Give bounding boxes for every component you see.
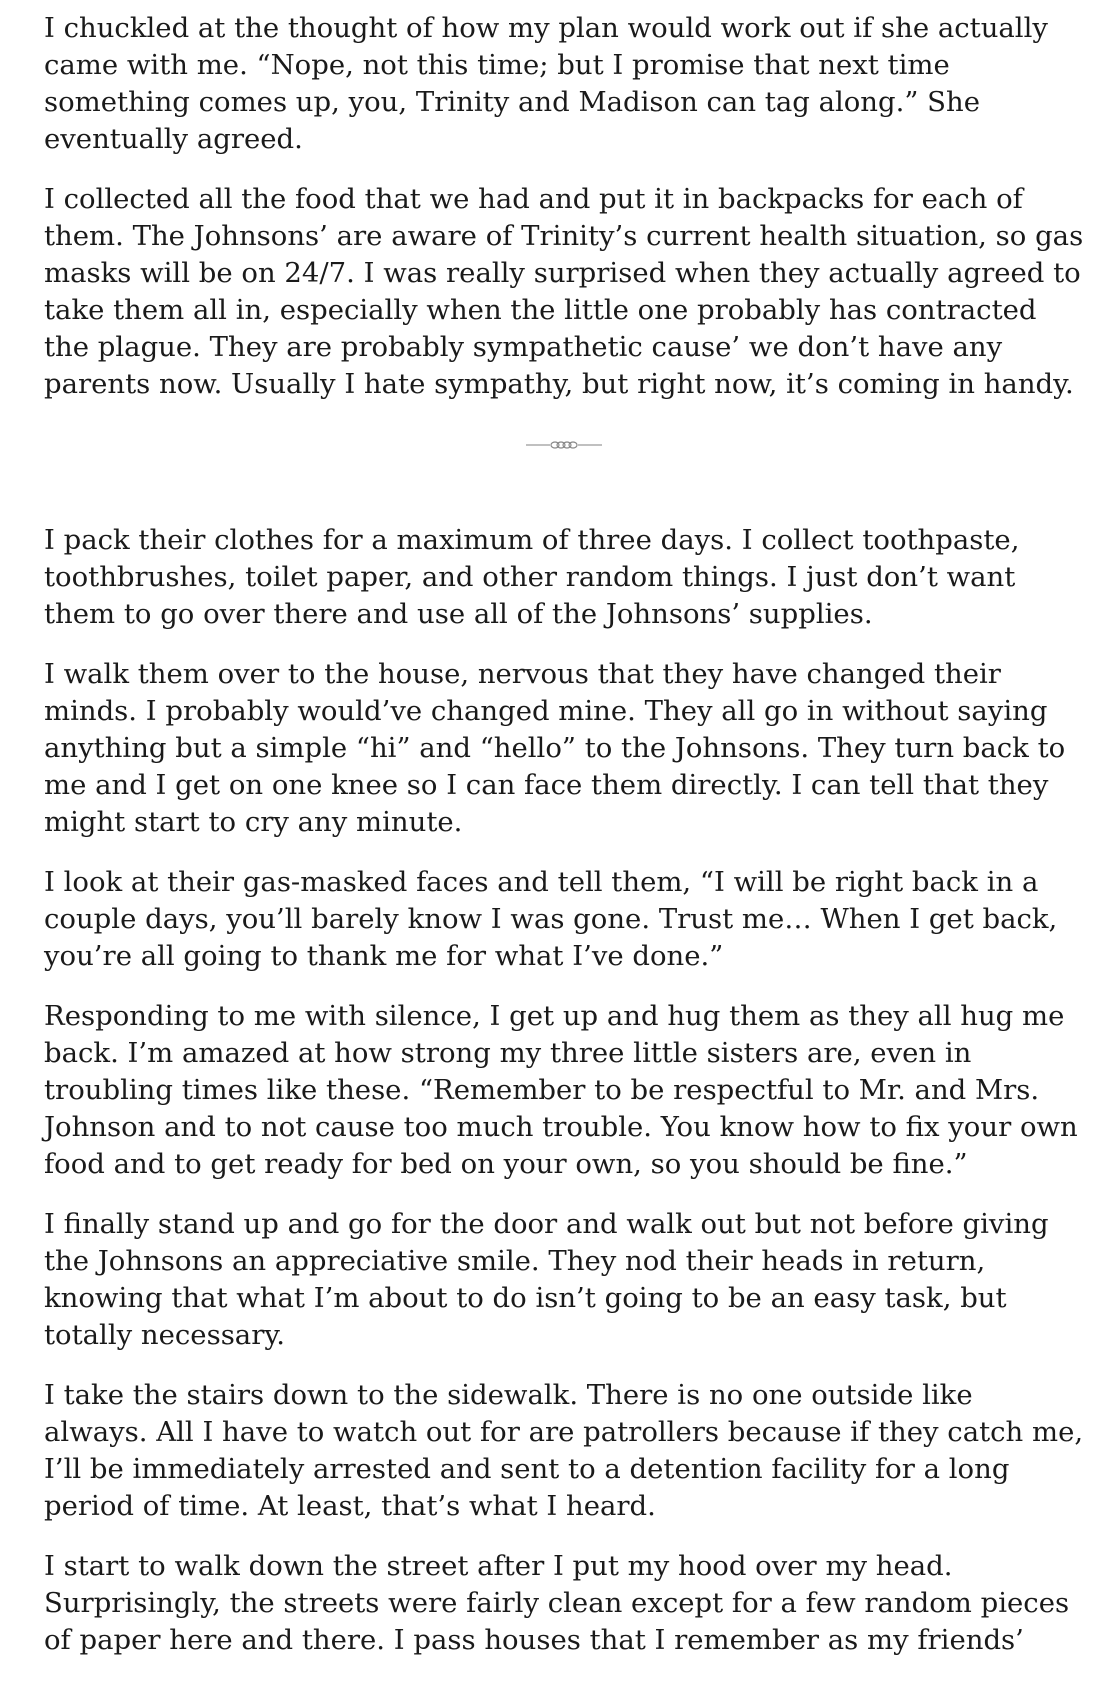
paragraph: I look at their gas-masked faces and tell them, “I will be right back in a couple days, you’ll barely know I was gone. Trust me… When I get back, you’re all going to thank me for what I’ve done.” (44, 866, 1058, 972)
ornamental-divider-icon (524, 439, 604, 451)
paragraph: I finally stand up and go for the door and walk out but not before giving the Johnsons an appreciative smile. They nod their heads in return, knowing that what I’m about to do isn’t going to be an easy task, but totally necessary. (44, 1208, 1049, 1351)
paragraph: I chuckled at the thought of how my plan would work out if she actually came with me. “Nope, not this time; but I promise that next time something comes up, you, Trinity and Madison can tag along.” She eventually agreed. (44, 12, 1048, 155)
paragraph: I pack their clothes for a maximum of three days. I collect toothpaste, toothbrushes, toilet paper, and other random things. I just don’t want them to go over there and use all of the Johnsons’ supplies. (44, 524, 1020, 630)
section-divider (44, 426, 1084, 463)
paragraph: Responding to me with silence, I get up and hug them as they all hug me back. I’m amazed at how strong my three little sisters are, even in troubling times like these. “Remember to be respectful to Mr. and Mrs. Johnson and to not cause too much trouble. You know how to fix your own food and to get ready for bed on your own, so you should be fine.” (44, 1000, 1078, 1180)
paragraph: I start to walk down the street after I put my hood over my head. Surprisingly, the streets were fairly clean except for a few random pieces of paper here and there. I pass houses that I remember as my friends’ (44, 1550, 1070, 1656)
paragraph: I walk them over to the house, nervous that they have changed their minds. I probably would’ve changed mine. They all go in without saying anything but a simple “hi” and “hello” to the Johnsons. They turn back to me and I get on one knee so I can face them directly. I can tell that they might start to cry any minute. (44, 658, 1066, 838)
paragraph: I collected all the food that we had and put it in backpacks for each of them. The Johnsons’ are aware of Trinity’s current health situation, so gas masks will be on 24/7. I was really surprised when they actually agreed to take them all in, especially when the little one probably has contracted the plague. They are probably sympathetic cause’ we don’t have any parents now. Usually I hate sympathy, but right now, it’s coming in handy. (44, 183, 1084, 400)
paragraph: I take the stairs down to the sidewalk. There is no one outside like always. All I have to watch out for are patrollers because if they catch me, I’ll be immediately arrested and sent to a detention facility for a long period of time. At least, that’s what I heard. (44, 1379, 1084, 1522)
document-page (44, 10, 1084, 1682)
